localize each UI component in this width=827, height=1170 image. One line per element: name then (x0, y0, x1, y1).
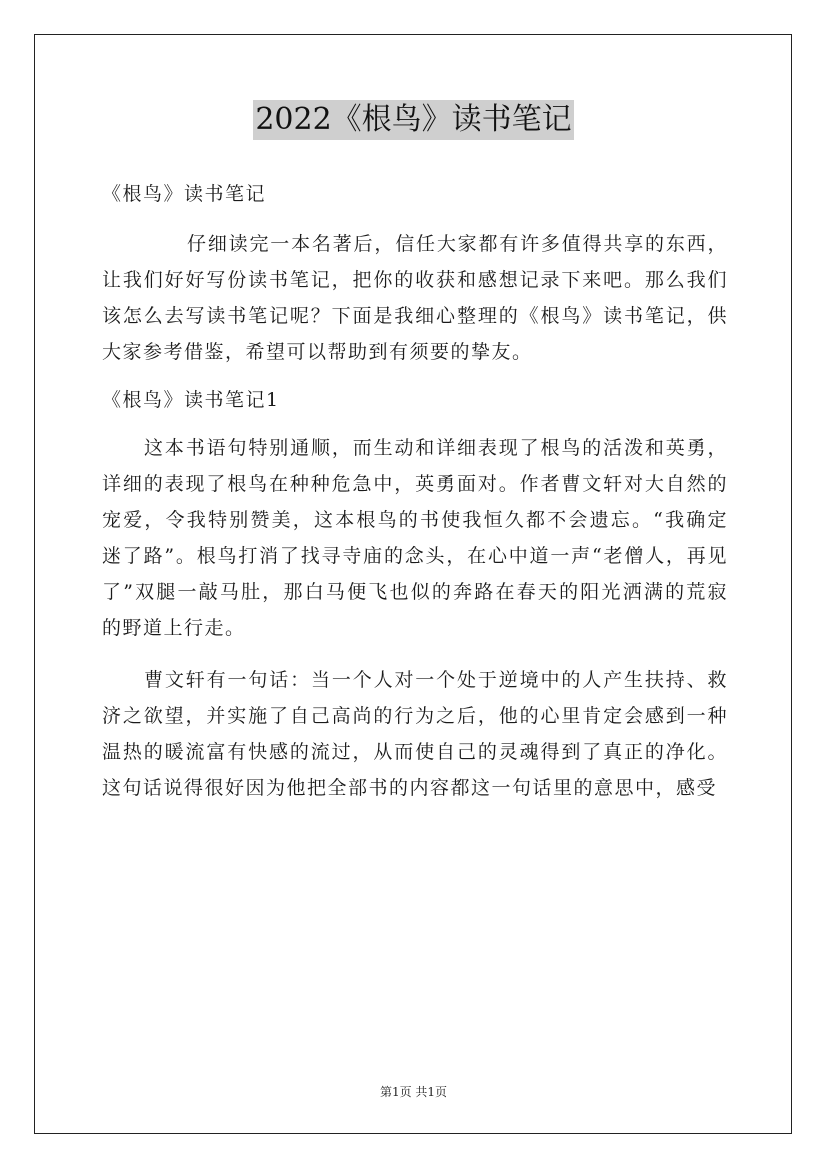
document-body (102, 176, 728, 806)
section-heading: 《根鸟》读书笔记1 (102, 389, 280, 411)
document-title: 2022《根鸟》读书笔记 (253, 100, 573, 140)
body-paragraph-2: 曹文轩有一句话：当一个人对一个处于逆境中的人产生扶持、救济之欲望，并实施了自己高尚的行为之后，他的心里肯定会感到一种温热的暖流富有快感的流过，从而使自己的灵魂得到了真正的净化。这句话说得很好因为他把全部书的内容都这一句话里的意思中，感受 (102, 669, 728, 799)
body-paragraph-1: 这本书语句特别通顺，而生动和详细表现了根鸟的活泼和英勇，详细的表现了根鸟在种种危急中，英勇面对。作者曹文轩对大自然的宠爱，令我特别赞美，这本根鸟的书使我恒久都不会遗忘。“我确定迷了路”。根鸟打消了找寻寺庙的念头，在心中道一声“老僧人，再见了”双腿一敲马肚，那白马便飞也似的奔路在春天的阳光洒满的荒寂的野道上行走。 (102, 437, 728, 639)
title-container (0, 100, 827, 140)
subtitle-heading: 《根鸟》读书笔记 (102, 183, 267, 205)
page-footer: 第1页 共1页 (379, 1085, 448, 1099)
intro-paragraph: 仔细读完一本名著后，信任大家都有许多值得共享的东西，让我们好好写份读书笔记，把你的收获和感想记录下来吧。那么我们该怎么去写读书笔记呢？下面是我细心整理的《根鸟》读书笔记，供大家参考借鉴，希望可以帮助到有须要的挚友。 (102, 233, 728, 363)
